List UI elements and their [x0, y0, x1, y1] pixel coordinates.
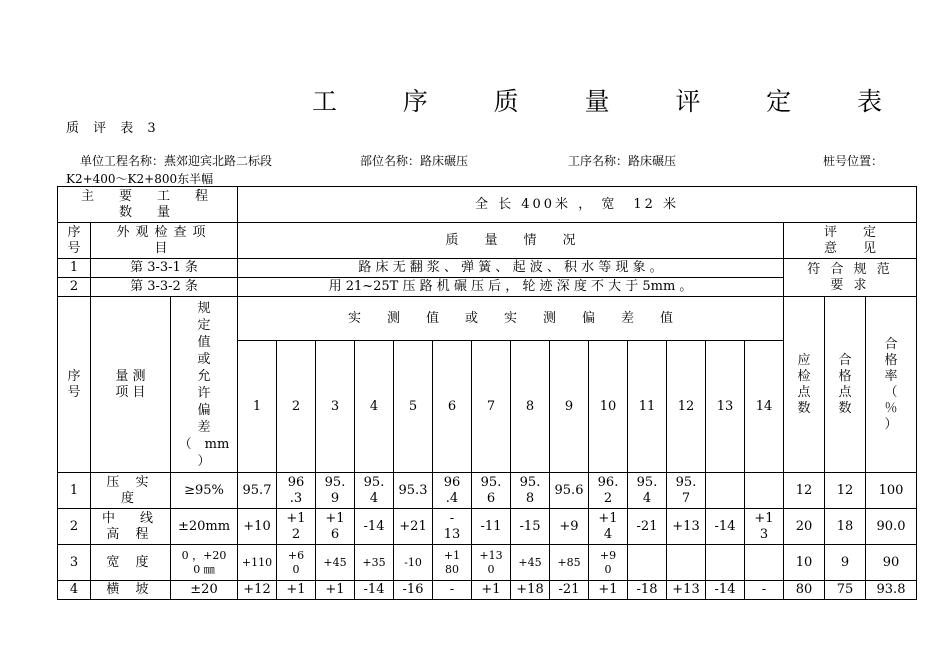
table-row [58, 509, 917, 545]
row-no: 4 [58, 581, 91, 600]
measured-value: - [745, 581, 784, 600]
seq-label: 序 号 [58, 223, 91, 259]
measured-value: -18 [628, 581, 667, 600]
measured-value: 95. 9 [316, 473, 355, 509]
table-row [58, 545, 917, 581]
title-char: 表 [856, 87, 882, 116]
measured-value: +18 [511, 581, 550, 600]
measured-value: -14 [706, 509, 745, 545]
evaluation-value: 符 合 规 范 要 求 [784, 259, 917, 297]
measured-value: +13 0 [472, 545, 511, 581]
row-no: 3 [58, 545, 91, 581]
appearance-row-no: 1 [58, 259, 91, 278]
unit-name: 单位工程名称：燕郊迎宾北路二标段 [80, 154, 273, 168]
measured-value [628, 545, 667, 581]
measured-value: +1 [472, 581, 511, 600]
pass-rate: 93.8 [866, 581, 917, 600]
measured-value: -14 [355, 509, 394, 545]
evaluation-label: 评 定 意 见 [784, 223, 917, 259]
pass-points: 18 [825, 509, 866, 545]
process-name: 工序名称：路床碾压 [568, 154, 677, 168]
column-number: 12 [667, 341, 706, 473]
check-points: 12 [784, 473, 825, 509]
measured-value: -11 [472, 509, 511, 545]
measured-value: -16 [394, 581, 433, 600]
measured-value [667, 545, 706, 581]
pass-points: 12 [825, 473, 866, 509]
column-number: 2 [277, 341, 316, 473]
measured-value: -21 [550, 581, 589, 600]
form-code: 质 评 表 3 [66, 121, 161, 136]
part-name: 部位名称：路床碾压 [360, 154, 469, 168]
tolerance-label: 规 定 值 或 允 许 偏 差 （ mm ） [171, 297, 238, 473]
measured-value: - [433, 581, 472, 600]
title-char: 质 [493, 87, 519, 116]
measured-value: +85 [550, 545, 589, 581]
row-tolerance: ±20mm [171, 509, 238, 545]
check-points: 10 [784, 545, 825, 581]
measured-value: +6 0 [277, 545, 316, 581]
measured-value: - 13 [433, 509, 472, 545]
measured-value: +21 [394, 509, 433, 545]
measured-value: 96 .3 [277, 473, 316, 509]
appearance-row-desc: 路 床 无 翻 浆 、 弹 簧 、 起 波 、 积 水 等 现 象 。 [238, 259, 784, 278]
column-number: 8 [511, 341, 550, 473]
row-no: 1 [58, 473, 91, 509]
measured-value: 95. 8 [511, 473, 550, 509]
pass-points: 75 [825, 581, 866, 600]
row-no: 2 [58, 509, 91, 545]
measured-value [706, 545, 745, 581]
pass-rate: 90.0 [866, 509, 917, 545]
measured-value: +35 [355, 545, 394, 581]
measured-value: +45 [511, 545, 550, 581]
measured-value: +1 6 [316, 509, 355, 545]
column-number: 3 [316, 341, 355, 473]
pass-points-label: 合 格 点 数 [825, 297, 866, 473]
quality-label: 质 量 情 况 [238, 223, 784, 259]
column-number: 4 [355, 341, 394, 473]
column-number: 5 [394, 341, 433, 473]
measured-value: 95. 4 [628, 473, 667, 509]
main-work-label: 主 要 工 程 数 量 [58, 187, 238, 223]
measured-value: 96. 2 [589, 473, 628, 509]
title-char: 工 [312, 87, 338, 116]
pass-points: 9 [825, 545, 866, 581]
measured-value: 96 .4 [433, 473, 472, 509]
row-item: 宽 度 [91, 545, 171, 581]
appearance-row-no: 2 [58, 278, 91, 297]
form-title [312, 82, 882, 116]
measured-value: +1 [277, 581, 316, 600]
quality-table [57, 186, 917, 600]
column-number: 11 [628, 341, 667, 473]
pile-label: 桩号位置： [823, 154, 884, 168]
column-number: 10 [589, 341, 628, 473]
table-row [58, 581, 917, 600]
measured-value: 95.7 [238, 473, 277, 509]
appearance-row-desc: 用 21~25T 压 路 机 碾 压 后 ， 轮 迹 深 度 不 大 于 5mm 。 [238, 278, 784, 297]
measured-value [706, 473, 745, 509]
pass-rate: 100 [866, 473, 917, 509]
measured-value: +9 [550, 509, 589, 545]
measured-value: +110 [238, 545, 277, 581]
measured-value: 95.3 [394, 473, 433, 509]
pass-rate: 90 [866, 545, 917, 581]
measured-value: +9 0 [589, 545, 628, 581]
appearance-label: 外观检查项 目 [91, 223, 238, 259]
measured-value: -21 [628, 509, 667, 545]
row-item: 压 实 度 [91, 473, 171, 509]
measured-value: +1 [316, 581, 355, 600]
title-char: 评 [675, 87, 701, 116]
measured-value: +45 [316, 545, 355, 581]
column-number: 13 [706, 341, 745, 473]
measured-value: 95. 6 [472, 473, 511, 509]
table-row [58, 473, 917, 509]
row-tolerance: ±20 [171, 581, 238, 600]
column-number: 7 [472, 341, 511, 473]
measure-seq-label: 序 号 [58, 297, 91, 473]
measured-value: +1 2 [277, 509, 316, 545]
check-points-label: 应 检 点 数 [784, 297, 825, 473]
pile-value: K2+400～K2+800东半幅 [66, 172, 214, 186]
measured-value: +13 [667, 509, 706, 545]
title-char: 量 [584, 87, 610, 116]
title-char: 序 [402, 87, 428, 116]
measured-value: -10 [394, 545, 433, 581]
measured-value: +12 [238, 581, 277, 600]
measured-value: -14 [706, 581, 745, 600]
check-points: 80 [784, 581, 825, 600]
main-work-value: 全 长 400米 ， 宽 12 米 [238, 187, 917, 223]
title-char: 定 [766, 87, 792, 116]
row-item: 横 坡 [91, 581, 171, 600]
row-tolerance: 0 ，+20 0 ㎜ [171, 545, 238, 581]
appearance-row-item: 第 3-3-1 条 [91, 259, 238, 278]
measured-value: 95. 4 [355, 473, 394, 509]
measured-value: +1 [589, 581, 628, 600]
check-points: 20 [784, 509, 825, 545]
measured-value: +1 4 [589, 509, 628, 545]
column-number: 6 [433, 341, 472, 473]
appearance-row-item: 第 3-3-2 条 [91, 278, 238, 297]
measured-value: -14 [355, 581, 394, 600]
measure-item-label: 量 测 项 目 [91, 297, 171, 473]
measured-value: 95.6 [550, 473, 589, 509]
column-number: 14 [745, 341, 784, 473]
measured-value: -15 [511, 509, 550, 545]
measured-value: +10 [238, 509, 277, 545]
measured-value: +13 [667, 581, 706, 600]
row-item: 中 线 高 程 [91, 509, 171, 545]
row-tolerance: ≥95% [171, 473, 238, 509]
measured-value [745, 473, 784, 509]
column-number: 9 [550, 341, 589, 473]
pass-rate-label: 合 格 率 （ ％ ） [866, 297, 917, 473]
measured-value: +1 3 [745, 509, 784, 545]
measured-value: 95. 7 [667, 473, 706, 509]
measured-values-label: 实 测 值 或 实 测 偏 差 值 [238, 297, 784, 341]
measured-value [745, 545, 784, 581]
column-number: 1 [238, 341, 277, 473]
measured-value: +1 80 [433, 545, 472, 581]
